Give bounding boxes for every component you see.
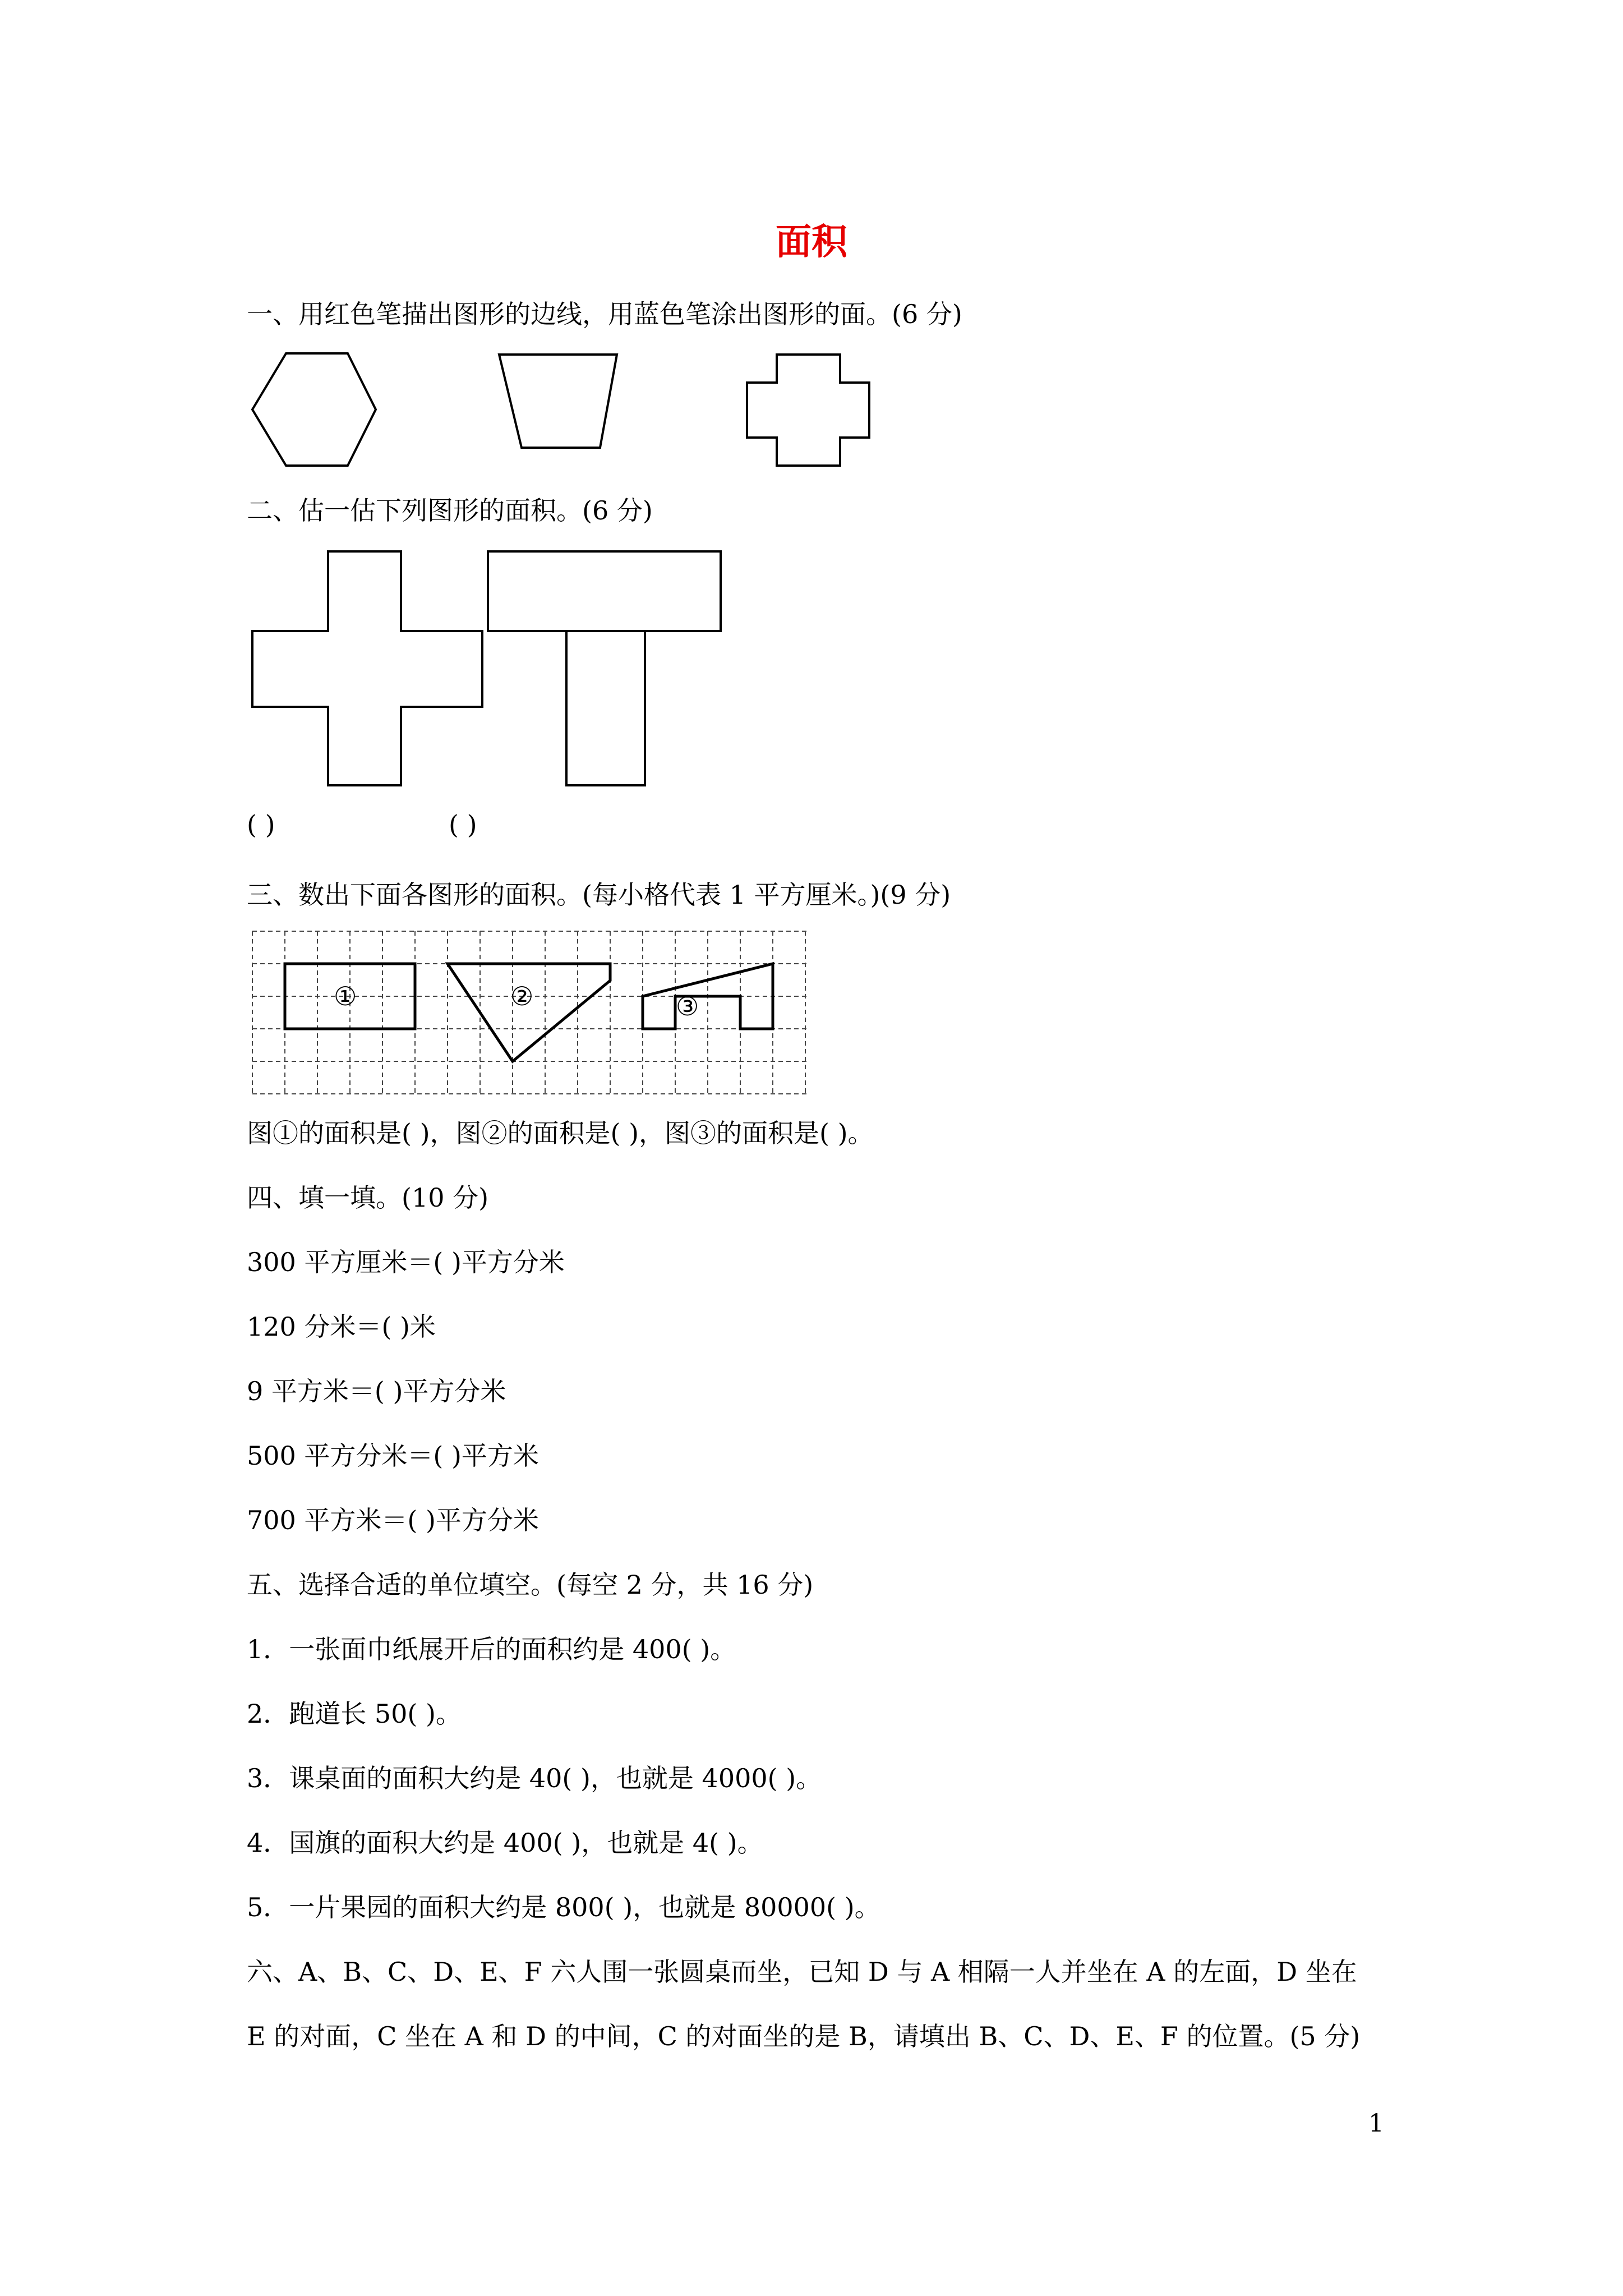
section-1-shapes — [236, 348, 931, 477]
unit-item: 2．跑道长 50( )。 — [247, 1699, 462, 1729]
section-2-answer-left: ( ) — [247, 809, 275, 840]
hexagon-shape — [252, 353, 376, 466]
figure-3-label: ③ — [676, 991, 699, 1022]
figure-2-label: ② — [510, 981, 534, 1011]
grid-figure — [250, 928, 816, 1102]
section-3-heading: 三、数出下面各图形的面积。(每小格代表 1 平方厘米。)(9 分) — [247, 880, 951, 910]
unit-item: 4．国旗的面积大约是 400( )，也就是 4( )。 — [247, 1828, 763, 1858]
section-6-line-1: 六、A、B、C、D、E、F 六人围一张圆桌而坐，已知 D 与 A 相隔一人并坐在 A 的左面，D 坐在 — [247, 1957, 1357, 1987]
unit-item: 5．一片果园的面积大约是 800( )，也就是 80000( )。 — [247, 1892, 880, 1922]
trapezoid-shape — [499, 355, 617, 448]
unit-item: 3．课桌面的面积大约是 40( )，也就是 4000( )。 — [247, 1763, 822, 1793]
t-shape-top-bar — [488, 551, 721, 631]
fill-item: 120 分米＝( )米 — [247, 1312, 436, 1342]
dashed-grid — [252, 931, 808, 1094]
section-2-shapes — [247, 547, 740, 794]
section-2-answer-right: ( ) — [449, 809, 477, 840]
fill-item: 700 平方米＝( )平方分米 — [247, 1505, 539, 1535]
figure-1-label: ① — [334, 981, 357, 1011]
cross-shape — [747, 355, 869, 466]
section-5-heading: 五、选择合适的单位填空。(每空 2 分，共 16 分) — [247, 1570, 814, 1600]
section-1-heading: 一、用红色笔描出图形的边线，用蓝色笔涂出图形的面。(6 分) — [247, 299, 962, 329]
section-3-question: 图①的面积是( )，图②的面积是( )，图③的面积是( )。 — [247, 1118, 874, 1148]
fill-item: 300 平方厘米＝( )平方分米 — [247, 1247, 565, 1277]
figure-2-quadrilateral — [448, 964, 610, 1061]
fill-item: 500 平方分米＝( )平方米 — [247, 1441, 539, 1471]
unit-item: 1．一张面巾纸展开后的面积约是 400( )。 — [247, 1634, 736, 1664]
t-shape-stem — [566, 631, 645, 785]
section-6-line-2: E 的对面，C 坐在 A 和 D 的中间，C 的对面坐的是 B，请填出 B、C、D、E、F 的位置。(5 分) — [247, 2021, 1361, 2051]
fill-item: 9 平方米＝( )平方分米 — [247, 1376, 506, 1406]
section-2-heading: 二、估一估下列图形的面积。(6 分) — [247, 495, 653, 526]
plus-shape — [252, 551, 482, 785]
page-number: 1 — [1368, 2109, 1384, 2138]
page-title: 面积 — [776, 221, 847, 263]
section-4-heading: 四、填一填。(10 分) — [247, 1182, 489, 1213]
